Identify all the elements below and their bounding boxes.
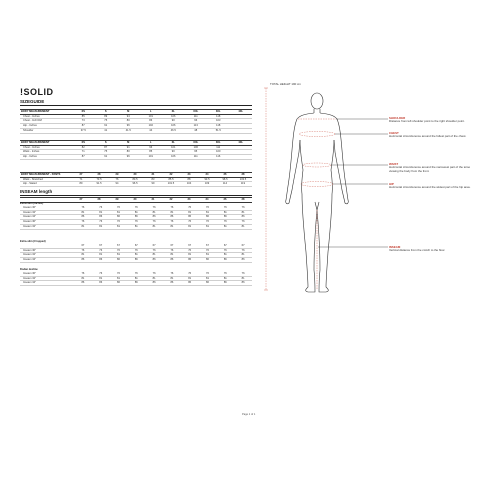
table-cell: 111 — [185, 155, 208, 160]
table-cell: 76 — [199, 220, 217, 225]
table-cell: 111 — [207, 145, 230, 150]
table-cell: 81 — [74, 210, 92, 215]
table-cell: 81 — [216, 253, 234, 258]
table-cell: 86 — [127, 281, 145, 286]
table-cell: 86 — [216, 281, 234, 286]
table-cell: 67 — [127, 244, 145, 248]
table-cell: 118 — [207, 124, 230, 129]
table-cell: 33 — [180, 198, 198, 203]
hip-title: HIP — [389, 182, 394, 186]
table-cell: 76 — [74, 206, 92, 210]
table-cell: 85 — [140, 150, 163, 155]
table-cell: 81 — [127, 224, 145, 229]
table-cell: 86 — [92, 215, 110, 220]
table-cell: L — [140, 110, 163, 115]
row-label: Shoulder — [20, 128, 72, 133]
table-cell: 34 — [198, 198, 216, 203]
shoulder-desc: Distance from left shoulder point to the right shoulder point. — [389, 119, 465, 124]
row-label: Inseam 32" — [20, 276, 74, 281]
table-cell: 81 — [199, 224, 217, 229]
table-cell: 101 — [162, 145, 185, 150]
table-cell: XXL — [185, 110, 208, 115]
table-cell: 76 — [145, 248, 163, 253]
table-cell: 80 — [117, 150, 140, 155]
table-cell: 46.5 — [162, 128, 185, 133]
row-label: BODY MEASUREMENT - PANTS — [20, 173, 72, 178]
table-cell: 86 — [234, 215, 252, 220]
page-number: Page 1 of 1 — [242, 413, 256, 416]
table-cell: XXL — [185, 141, 208, 146]
table-cell: 90 — [162, 150, 185, 155]
table-cell: 44 — [140, 128, 163, 133]
table-cell: 67 — [74, 244, 92, 248]
table-cell: 4XL — [230, 110, 253, 115]
table-cell: 86 — [181, 215, 199, 220]
row-label: BODY MEASUREMENT — [20, 110, 72, 115]
table-cell: 76 — [181, 248, 199, 253]
row-label: Chest - Inches — [20, 114, 72, 119]
table-cell: 76 — [145, 220, 163, 225]
shoulder-title: SHOULDER — [389, 116, 406, 120]
table-cell: 96.5 — [126, 182, 144, 187]
table-cell: 86 — [110, 258, 128, 263]
table-cell: 81 — [163, 210, 181, 215]
row-label: Hip - Inches — [20, 124, 72, 129]
hip-annotation — [389, 183, 479, 190]
table-cell: 87 — [72, 124, 95, 129]
table-cell: 86 — [92, 258, 110, 263]
table-cell: 86 — [163, 258, 181, 263]
table-cell: 76 — [127, 272, 145, 276]
table-cell: 38 — [234, 198, 252, 203]
table-cell: 76 — [110, 206, 128, 210]
table-cell: 86 — [199, 215, 217, 220]
table-cell: 67 — [110, 244, 128, 248]
table-cell: 87 — [72, 155, 95, 160]
table-cell: 81 — [199, 253, 217, 258]
table-cell: 76 — [216, 248, 234, 253]
table-cell: 31 — [144, 198, 162, 203]
table-cell: 73.5 — [90, 177, 108, 182]
table-cell: 81 — [234, 253, 252, 258]
hip-desc: Horizontal circumference around the widest part of the hip area. — [389, 185, 471, 190]
table-cell: 81 — [145, 253, 163, 258]
table-cell: 67 — [199, 244, 217, 248]
table-cell: 86 — [145, 258, 163, 263]
inseam-group-table — [20, 272, 252, 286]
body-measurement-table — [20, 109, 252, 134]
table-cell: 86 — [163, 215, 181, 220]
inseam-group-label: Extra-slim (Inches) — [20, 202, 44, 205]
table-cell: 106 — [162, 114, 185, 119]
row-label: Inseam 32" — [20, 224, 74, 229]
table-cell: 80.5 — [126, 177, 144, 182]
table-cell: 67 — [145, 244, 163, 248]
inseam-group-label: Extra-slim (Cropped) — [20, 240, 46, 243]
table-cell: 86 — [110, 281, 128, 286]
inseam-group-label: Dodan decline — [20, 268, 38, 271]
table-cell: 76 — [234, 272, 252, 276]
table-cell: 96 — [140, 145, 163, 150]
table-cell: 76 — [163, 220, 181, 225]
table-cell: 119 — [234, 182, 252, 187]
table-cell: 41.5 — [117, 128, 140, 133]
table-cell: 76 — [92, 272, 110, 276]
inseam-group-table — [20, 206, 252, 230]
table-cell: 86 — [74, 281, 92, 286]
table-row — [20, 155, 252, 160]
table-cell: 106 — [185, 145, 208, 150]
table-cell: 81 — [181, 210, 199, 215]
table-cell: 30 — [126, 173, 144, 178]
table-cell: 81 — [92, 224, 110, 229]
table-cell: 28 — [90, 173, 108, 178]
table-cell: 76 — [216, 272, 234, 276]
table-cell: 76 — [145, 272, 163, 276]
table-cell: 29 — [108, 198, 126, 203]
table-cell: 109 — [198, 182, 216, 187]
table-cell: XS — [72, 110, 95, 115]
table-cell: 81 — [216, 276, 234, 281]
row-label: Chest - Inches — [20, 145, 72, 150]
table-cell: 76 — [108, 177, 126, 182]
table-cell: 81 — [127, 210, 145, 215]
table-cell: 36 — [216, 198, 234, 203]
table-cell: 31 — [144, 173, 162, 178]
table-cell: 91.5 — [90, 182, 108, 187]
table-cell: 86 — [216, 215, 234, 220]
table-cell: 99 — [144, 182, 162, 187]
table-cell: 100 — [207, 150, 230, 155]
table-cell: 38 — [234, 173, 252, 178]
table-cell: 76 — [199, 206, 217, 210]
table-cell: 94 — [108, 182, 126, 187]
table-cell — [230, 128, 253, 133]
table-cell: 75 — [95, 150, 118, 155]
table-cell: 106 — [162, 155, 185, 160]
table-cell: S — [95, 141, 118, 146]
row-label: Inseam 34" — [20, 215, 74, 220]
table-cell: 81 — [110, 224, 128, 229]
table-cell: 86 — [92, 281, 110, 286]
table-cell: 95 — [185, 150, 208, 155]
chest-title: CHEST — [389, 131, 399, 135]
row-label: Inseam 32" — [20, 253, 74, 258]
table-cell: 113 — [185, 124, 208, 129]
table-cell: 76 — [234, 248, 252, 253]
chest-annotation — [389, 132, 479, 139]
table-cell: 80 — [117, 119, 140, 124]
row-label: Inseam 30" — [20, 206, 74, 210]
table-cell: 75 — [95, 119, 118, 124]
table-cell: M — [117, 141, 140, 146]
table-cell: 103 — [207, 119, 230, 124]
row-label: Inseam 34" — [20, 258, 74, 263]
table-cell: 118 — [207, 114, 230, 119]
table-cell: 86 — [127, 215, 145, 220]
table-cell: 81 — [181, 276, 199, 281]
table-cell: 81 — [74, 253, 92, 258]
brand-logo: !SOLID — [20, 87, 54, 97]
table-cell: 76 — [163, 206, 181, 210]
waist-title: WAIST — [389, 162, 399, 166]
table-cell: 103.5 — [234, 177, 252, 182]
row-label: Inseam 30" — [20, 220, 74, 225]
table-cell: 86 — [145, 281, 163, 286]
table-cell: 28 — [90, 198, 108, 203]
table-cell: 81 — [234, 224, 252, 229]
table-cell: 3XL — [207, 141, 230, 146]
table-cell: 81 — [145, 224, 163, 229]
row-label: Hip - Inches — [20, 155, 72, 160]
table-cell: 3XL — [207, 110, 230, 115]
table-cell: 102 — [140, 124, 163, 129]
table-cell: 76 — [74, 248, 92, 253]
table-cell: 81 — [92, 253, 110, 258]
table-cell: 76 — [110, 220, 128, 225]
table-cell: 76 — [234, 220, 252, 225]
table-cell: 67 — [163, 244, 181, 248]
table-cell: 41 — [95, 128, 118, 133]
table-cell: 76 — [74, 272, 92, 276]
table-cell: 81 — [216, 210, 234, 215]
table-cell: 114 — [216, 182, 234, 187]
table-cell: 86 — [145, 215, 163, 220]
table-cell: XS — [72, 141, 95, 146]
table-row — [20, 258, 252, 263]
table-cell: 104 — [180, 182, 198, 187]
table-cell: 30 — [126, 198, 144, 203]
table-cell: 101 — [140, 114, 163, 119]
row-label: Inseam 32" — [20, 210, 74, 215]
inseam-title: INSEAM length — [20, 189, 53, 194]
table-cell: 76 — [92, 206, 110, 210]
total-height-label: TOTAL HEIGHT 190 cm — [270, 82, 301, 86]
table-cell: 81 — [181, 224, 199, 229]
table-cell: 81 — [127, 276, 145, 281]
table-cell: 27 — [72, 198, 90, 203]
body-figure — [262, 82, 500, 304]
table-cell: 81 — [145, 210, 163, 215]
table-cell: 71 — [72, 150, 95, 155]
table-cell: 36 — [216, 173, 234, 178]
table-cell: 91 — [95, 155, 118, 160]
inseam-rule — [20, 195, 252, 196]
table-cell: 76 — [92, 220, 110, 225]
table-cell: 86 — [181, 281, 199, 286]
table-cell: 85 — [72, 114, 95, 119]
header-rule — [20, 105, 252, 106]
table-cell: 86 — [74, 215, 92, 220]
table-cell: 76 — [127, 248, 145, 253]
table-cell: 81 — [234, 210, 252, 215]
table-cell: 81 — [74, 276, 92, 281]
table-cell: 81 — [216, 224, 234, 229]
table-cell: 111 — [185, 114, 208, 119]
row-label: Hip - Stated — [20, 182, 72, 187]
table-cell: 76 — [181, 206, 199, 210]
inseam-group-table — [20, 244, 252, 263]
table-cell: 85.5 — [162, 177, 180, 182]
table-cell: 81 — [181, 253, 199, 258]
chest-desc: Horizontal circumference around the fullest part of the chest. — [389, 134, 467, 139]
table-cell: 76 — [92, 248, 110, 253]
inseam-annotation — [389, 246, 479, 253]
table-cell: 71 — [72, 177, 90, 182]
pants-measurement-table — [20, 172, 252, 187]
table-cell: 81 — [74, 224, 92, 229]
table-cell: 88 — [180, 177, 198, 182]
table-cell: 86 — [74, 258, 92, 263]
table-cell: 86 — [199, 258, 217, 263]
table-cell: 76 — [234, 206, 252, 210]
table-cell: 73 — [72, 119, 95, 124]
table-cell: 81 — [110, 253, 128, 258]
table-cell: 76 — [199, 272, 217, 276]
table-cell: 29 — [108, 173, 126, 178]
table-cell: 86 — [127, 258, 145, 263]
table-cell: 90 — [162, 119, 185, 124]
table-cell: 96 — [117, 155, 140, 160]
table-cell: 81 — [199, 210, 217, 215]
table-cell: 76 — [216, 206, 234, 210]
table-cell: S — [95, 110, 118, 115]
table-cell: 81 — [199, 276, 217, 281]
table-cell: 81 — [92, 210, 110, 215]
table-cell: 76 — [74, 220, 92, 225]
table-cell: 67 — [181, 244, 199, 248]
table-cell: 86 — [140, 119, 163, 124]
table-cell: 34 — [198, 173, 216, 178]
table-cell: 81 — [110, 210, 128, 215]
row-label: BODY MEASUREMENT — [20, 141, 72, 146]
table-cell: 96 — [117, 124, 140, 129]
row-label: Inseam 30" — [20, 272, 74, 276]
table-cell: 48 — [185, 128, 208, 133]
table-cell: 76 — [181, 272, 199, 276]
row-label: Waist - Inches — [20, 150, 72, 155]
table-cell: 76 — [110, 272, 128, 276]
table-cell: 83 — [144, 177, 162, 182]
table-cell: 87 — [95, 145, 118, 150]
table-cell: 76 — [145, 206, 163, 210]
table-cell: 76 — [163, 248, 181, 253]
table-cell: 33 — [180, 173, 198, 178]
table-cell: M — [117, 110, 140, 115]
table-cell: 81 — [127, 253, 145, 258]
row-label: Waist - Stretched — [20, 177, 72, 182]
waist-desc: Horizontal circumference around the narrowest part of the torso viewing the body from the front. — [389, 165, 471, 173]
table-cell: 81 — [163, 253, 181, 258]
table-cell: 96 — [185, 119, 208, 124]
table-cell: 98.5 — [216, 177, 234, 182]
table-cell: 76 — [181, 220, 199, 225]
table-cell: 76 — [127, 220, 145, 225]
table-cell: 86 — [234, 281, 252, 286]
table-row — [20, 224, 252, 229]
table-cell: 91 — [117, 145, 140, 150]
table-cell: 106 — [162, 124, 185, 129]
table-cell: 86 — [234, 258, 252, 263]
table-cell: 32 — [162, 198, 180, 203]
table-cell: 51.5 — [207, 128, 230, 133]
table-cell: 32 — [162, 173, 180, 178]
inseam-header — [20, 197, 252, 203]
table-cell: 4XL — [230, 141, 253, 146]
table-cell: 81 — [234, 276, 252, 281]
table-cell: 27 — [72, 173, 90, 178]
table-row — [20, 182, 252, 187]
table-cell: 93.5 — [198, 177, 216, 182]
waist-annotation — [389, 163, 479, 173]
table-cell: 81 — [110, 276, 128, 281]
table-cell: 86 — [110, 215, 128, 220]
shoulder-annotation — [389, 117, 479, 124]
row-label: Inseam 30" — [20, 248, 74, 253]
table-cell: 86 — [163, 281, 181, 286]
inseam-anno-title: INSEAM — [389, 245, 401, 249]
table-cell: 91 — [95, 124, 118, 129]
table-cell: 67 — [92, 244, 110, 248]
table-cell: XL — [162, 141, 185, 146]
table-cell: 86 — [181, 258, 199, 263]
table-row — [20, 128, 252, 133]
table-cell: 101 — [140, 155, 163, 160]
table-cell: 37.5 — [72, 128, 95, 133]
table-cell: 76 — [110, 248, 128, 253]
table-header-row — [20, 198, 252, 203]
inseam-anno-desc: Vertical distance from the crotch to the floor. — [389, 248, 446, 253]
table-cell: 89 — [72, 182, 90, 187]
table-cell: XL — [162, 110, 185, 115]
table-cell: L — [140, 141, 163, 146]
table-cell: 81 — [92, 276, 110, 281]
size-guide-subtitle: SIZEGUIDE — [20, 99, 45, 104]
table-cell: 81 — [145, 276, 163, 281]
table-cell: 76 — [199, 248, 217, 253]
table-cell: 67 — [234, 244, 252, 248]
table-cell: 86 — [199, 281, 217, 286]
table-cell: 116 — [207, 155, 230, 160]
table-cell: 81 — [163, 276, 181, 281]
table-cell: 76 — [216, 220, 234, 225]
table-cell: 101.5 — [162, 182, 180, 187]
table-cell: 86 — [216, 258, 234, 263]
body-measurement-table-2 — [20, 140, 252, 160]
table-cell — [230, 155, 253, 160]
table-cell: 67 — [216, 244, 234, 248]
row-label: Chest - Inch/CM — [20, 119, 72, 124]
table-cell: 81 — [163, 224, 181, 229]
row-label: Inseam 34" — [20, 281, 74, 286]
table-cell: 89 — [95, 114, 118, 119]
table-cell: 76 — [163, 272, 181, 276]
table-cell: 94 — [117, 114, 140, 119]
table-row — [20, 281, 252, 286]
table-cell: 82 — [72, 145, 95, 150]
table-cell: 76 — [127, 206, 145, 210]
